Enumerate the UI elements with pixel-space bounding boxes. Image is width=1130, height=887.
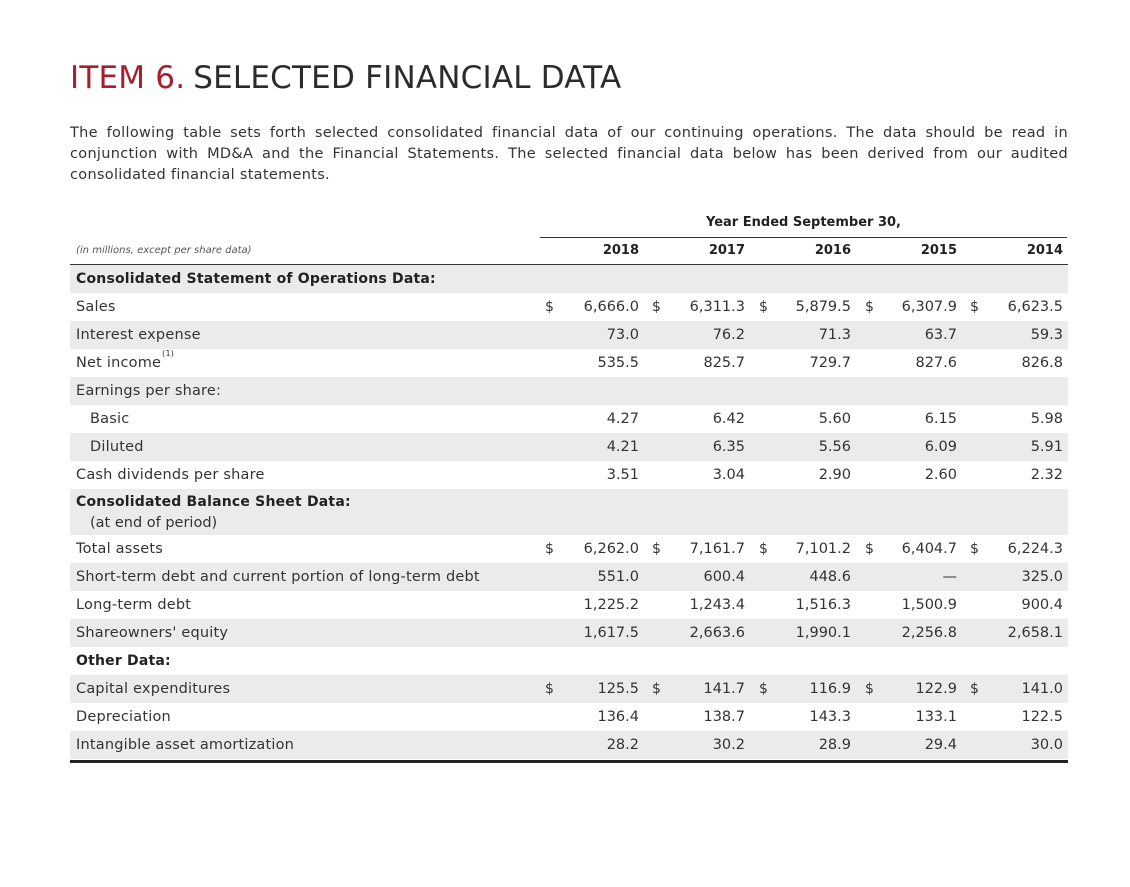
cell-value: 5.98 <box>1030 411 1063 427</box>
cell-value: 6,623.5 <box>1007 299 1063 315</box>
cell-value: 6,404.7 <box>901 541 957 557</box>
cell-value: 30.0 <box>1030 737 1063 753</box>
table-row <box>70 293 1068 321</box>
currency-symbol: $ <box>865 541 874 557</box>
cell-value: 6.42 <box>712 411 745 427</box>
year-header: 2015 <box>920 243 957 258</box>
currency-symbol: $ <box>759 299 768 315</box>
cell-value: 2.90 <box>818 467 851 483</box>
section-row-balance-sheet <box>70 489 1068 535</box>
cell-value: 5.91 <box>1030 439 1063 455</box>
cell-value: 5.56 <box>818 439 851 455</box>
cell-value: 6.35 <box>712 439 745 455</box>
cell-value: 900.4 <box>1021 597 1063 613</box>
cell-value: 59.3 <box>1030 327 1063 343</box>
year-header: 2018 <box>602 243 639 258</box>
currency-symbol: $ <box>652 299 661 315</box>
cell-value: 138.7 <box>703 709 745 725</box>
cell-value: 29.4 <box>924 737 957 753</box>
cell-value: 6.09 <box>924 439 957 455</box>
cell-value: 30.2 <box>712 737 745 753</box>
row-label: Cash dividends per share <box>76 467 265 483</box>
currency-symbol: $ <box>865 681 874 697</box>
currency-symbol: $ <box>970 681 979 697</box>
table-row <box>70 675 1068 703</box>
cell-value: 143.3 <box>809 709 851 725</box>
section-label: Consolidated Balance Sheet Data: <box>76 494 351 510</box>
row-label: Sales <box>76 299 116 315</box>
cell-value: 76.2 <box>712 327 745 343</box>
cell-value: 1,243.4 <box>689 597 745 613</box>
row-label: Diluted <box>90 439 144 455</box>
cell-value: 5.60 <box>818 411 851 427</box>
cell-value: 6,224.3 <box>1007 541 1063 557</box>
cell-value: 6,307.9 <box>901 299 957 315</box>
currency-symbol: $ <box>652 681 661 697</box>
currency-symbol: $ <box>652 541 661 557</box>
cell-value: 4.27 <box>606 411 639 427</box>
cell-value: 448.6 <box>809 569 851 585</box>
row-label: Interest expense <box>76 327 201 343</box>
page-title <box>70 58 621 98</box>
cell-value: 116.9 <box>809 681 851 697</box>
cell-value: 6,311.3 <box>689 299 745 315</box>
cell-value: 3.04 <box>712 467 745 483</box>
table-row <box>70 433 1068 461</box>
cell-value: 71.3 <box>818 327 851 343</box>
row-label <box>76 349 174 377</box>
cell-value: 535.5 <box>597 355 639 371</box>
currency-symbol: $ <box>545 681 554 697</box>
row-label: Long-term debt <box>76 597 192 613</box>
section-row-operations <box>70 265 1068 293</box>
cell-value: 1,617.5 <box>583 625 639 641</box>
cell-value: 1,990.1 <box>795 625 851 641</box>
title-text: SELECTED FINANCIAL DATA <box>193 60 622 96</box>
cell-value: 3.51 <box>606 467 639 483</box>
cell-value: 73.0 <box>606 327 639 343</box>
table-row <box>70 619 1068 647</box>
table-row <box>70 563 1068 591</box>
financial-data-table <box>70 238 1068 759</box>
table-bottom-rule <box>70 760 1068 763</box>
row-label-text: Net income <box>76 355 162 371</box>
footnote-marker: (1) <box>162 349 175 358</box>
cell-value: 141.0 <box>1021 681 1063 697</box>
table-row <box>70 321 1068 349</box>
cell-value: 600.4 <box>703 569 745 585</box>
cell-value: 63.7 <box>924 327 957 343</box>
cell-value: 2.32 <box>1030 467 1063 483</box>
year-header: 2017 <box>708 243 745 258</box>
units-note: (in millions, except per share data) <box>76 245 252 256</box>
table-row <box>70 377 1068 405</box>
cell-value: 6,666.0 <box>583 299 639 315</box>
section-row-other-data <box>70 647 1068 675</box>
cell-value: 1,516.3 <box>795 597 851 613</box>
title-item-number: ITEM 6. <box>70 60 186 96</box>
row-label: Depreciation <box>76 709 171 725</box>
currency-symbol: $ <box>865 299 874 315</box>
cell-value: 5,879.5 <box>795 299 851 315</box>
cell-value: 551.0 <box>597 569 639 585</box>
year-header: 2014 <box>1026 243 1063 258</box>
table-row <box>70 349 1068 377</box>
cell-value: 1,500.9 <box>901 597 957 613</box>
cell-value: 2,658.1 <box>1007 625 1063 641</box>
cell-value: 2,256.8 <box>901 625 957 641</box>
cell-value: 28.9 <box>818 737 851 753</box>
cell-value: 28.2 <box>606 737 639 753</box>
row-label: Earnings per share: <box>76 383 222 399</box>
cell-value: 2.60 <box>924 467 957 483</box>
cell-value: 729.7 <box>809 355 851 371</box>
section-label: Other Data: <box>76 653 171 669</box>
table-row <box>70 405 1068 433</box>
row-label: Intangible asset amortization <box>76 737 295 753</box>
year-header: 2016 <box>814 243 851 258</box>
cell-value: 1,225.2 <box>583 597 639 613</box>
section-sublabel: (at end of period) <box>90 515 218 531</box>
table-row <box>70 461 1068 489</box>
row-label: Shareowners' equity <box>76 625 229 641</box>
section-label: Consolidated Statement of Operations Data: <box>76 271 436 287</box>
year-ended-header: Year Ended September 30, <box>540 212 1067 238</box>
table-row <box>70 703 1068 731</box>
cell-value: 826.8 <box>1021 355 1063 371</box>
row-label: Basic <box>90 411 130 427</box>
row-label: Short-term debt and current portion of long-term debt <box>76 569 480 585</box>
currency-symbol: $ <box>545 541 554 557</box>
table-row <box>70 731 1068 759</box>
table-header-row <box>70 238 1068 265</box>
cell-value: 125.5 <box>597 681 639 697</box>
cell-value: 827.6 <box>915 355 957 371</box>
cell-value: 825.7 <box>703 355 745 371</box>
cell-value: 7,161.7 <box>689 541 745 557</box>
cell-value: 4.21 <box>606 439 639 455</box>
cell-value: 2,663.6 <box>689 625 745 641</box>
cell-value: 6,262.0 <box>583 541 639 557</box>
currency-symbol: $ <box>970 299 979 315</box>
cell-value: — <box>942 569 957 585</box>
currency-symbol: $ <box>970 541 979 557</box>
currency-symbol: $ <box>545 299 554 315</box>
cell-value: 141.7 <box>703 681 745 697</box>
row-label: Total assets <box>76 541 164 557</box>
cell-value: 122.9 <box>915 681 957 697</box>
row-label: Capital expenditures <box>76 681 231 697</box>
cell-value: 133.1 <box>915 709 957 725</box>
table-row <box>70 591 1068 619</box>
currency-symbol: $ <box>759 681 768 697</box>
cell-value: 325.0 <box>1021 569 1063 585</box>
intro-paragraph: The following table sets forth selected consolidated financial data of our continuing operations. The data should be read in conjunction with MD&A and the Financial Statements. The selected financial data below has been derived from our audited consolidated financial statements. <box>70 125 1068 183</box>
currency-symbol: $ <box>759 541 768 557</box>
cell-value: 122.5 <box>1021 709 1063 725</box>
cell-value: 6.15 <box>924 411 957 427</box>
table-row <box>70 535 1068 563</box>
cell-value: 7,101.2 <box>795 541 851 557</box>
cell-value: 136.4 <box>597 709 639 725</box>
